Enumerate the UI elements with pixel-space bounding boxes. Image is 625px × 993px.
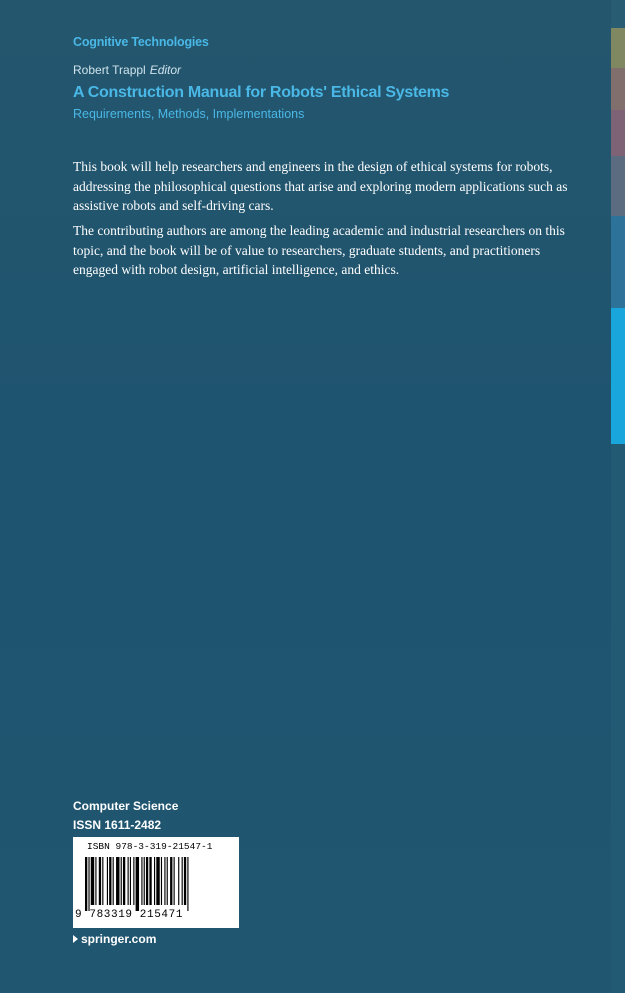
strip-segment: [611, 110, 625, 156]
book-title: A Construction Manual for Robots' Ethical Systems: [73, 84, 450, 101]
barcode-bar: [130, 857, 131, 905]
color-spine-strip: [611, 0, 625, 993]
triangle-arrow-icon: [73, 935, 78, 943]
springer-website-link[interactable]: [73, 932, 156, 946]
barcode-bar: [164, 857, 165, 905]
barcode-bar: [121, 857, 122, 905]
barcode-digits: 9 783319 215471: [75, 909, 184, 921]
website-text: springer.com: [81, 932, 157, 946]
strip-segment: [611, 308, 625, 444]
isbn-barcode: [73, 837, 239, 928]
barcode-bar: [107, 857, 108, 905]
strip-segment: [611, 68, 625, 110]
barcode-bar: [149, 857, 151, 905]
barcode-bar: [170, 857, 172, 905]
strip-segment: [611, 156, 625, 216]
barcode-bar: [178, 857, 179, 905]
editor-credit: [73, 63, 181, 77]
barcode-bar: [133, 857, 134, 905]
subject-category: Computer Science: [73, 799, 179, 813]
barcode-bar: [167, 857, 168, 905]
description-paragraph: This book will help researchers and engineers in the design of ethical systems for robots, addressing the philosophical questions that arise and exploring modern applications such as assistive robots and self-driving cars.: [73, 159, 568, 213]
editor-name: Robert Trappl: [73, 63, 146, 77]
barcode-bar: [91, 857, 94, 905]
barcode-bar: [99, 857, 101, 905]
barcode-bar: [128, 857, 129, 905]
barcode-bar: [184, 857, 186, 905]
barcode-bar: [95, 857, 96, 905]
barcode-bar: [85, 857, 87, 911]
barcode-bar: [141, 857, 142, 905]
barcode-bar: [109, 857, 111, 905]
barcode-bar: [144, 857, 145, 905]
strip-segment: [611, 0, 625, 28]
barcode-bar: [182, 857, 183, 905]
barcode-bar: [161, 857, 162, 905]
book-subtitle: Requirements, Methods, Implementations: [73, 107, 305, 121]
series-name: Cognitive Technologies: [73, 35, 209, 49]
editor-role: Editor: [149, 63, 182, 77]
strip-segment: [611, 216, 625, 308]
description-paragraph: The contributing authors are among the leading academic and industrial researchers on this topic, and the book will be of value to researchers, graduate students, and practitioners engaged with robot design, artificial intelligence, and ethics.: [73, 223, 565, 277]
strip-segment: [611, 444, 625, 993]
isbn-label: ISBN 978-3-319-21547-1: [87, 841, 213, 852]
barcode-bars: [83, 857, 229, 911]
issn-number: ISSN 1611-2482: [73, 818, 162, 832]
barcode-bar: [123, 857, 125, 905]
barcode-bar: [113, 857, 114, 905]
barcode-bar: [102, 857, 103, 905]
barcode-bar: [174, 857, 175, 905]
barcode-bar: [116, 857, 119, 905]
barcode-bar: [136, 857, 139, 911]
barcode-bar: [154, 857, 155, 905]
barcode-bar: [156, 857, 159, 905]
barcode-bar: [88, 857, 89, 911]
barcode-bar: [187, 857, 188, 911]
strip-segment: [611, 28, 625, 68]
barcode-bar: [146, 857, 148, 905]
